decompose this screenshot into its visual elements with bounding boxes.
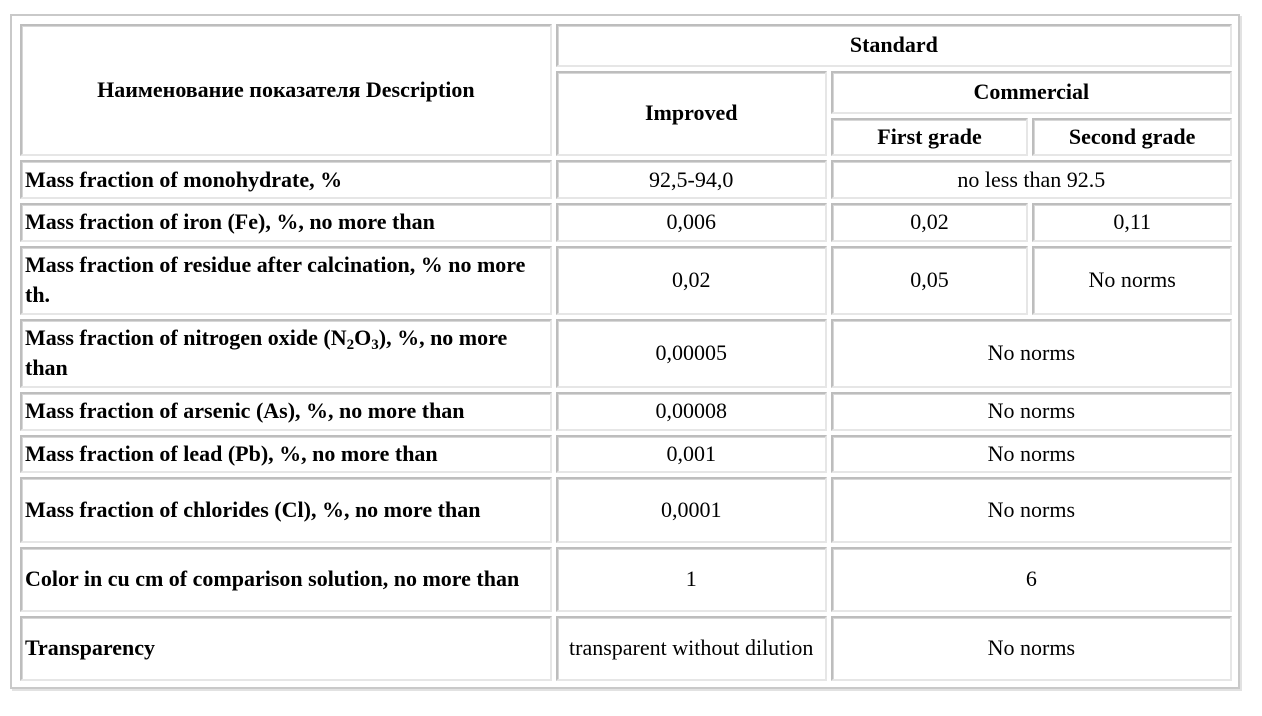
- row-label: Mass fraction of lead (Pb), %, no more than: [20, 435, 552, 474]
- row-label: Color in cu cm of comparison solution, no more than: [20, 547, 552, 612]
- row-label: Mass fraction of arsenic (As), %, no more than: [20, 392, 552, 431]
- improved-value: 1: [556, 547, 827, 612]
- table-row: [20, 616, 1232, 681]
- label-part: Mass fraction of nitrogen oxide (N: [25, 325, 347, 351]
- commercial-value: 6: [831, 547, 1232, 612]
- subscript: 2: [346, 337, 355, 354]
- table-row: [20, 392, 1232, 431]
- second-grade-value: 0,11: [1032, 203, 1232, 242]
- row-label: Mass fraction of monohydrate, %: [20, 160, 552, 199]
- improved-value: 92,5-94,0: [556, 160, 827, 199]
- header-improved: Improved: [556, 71, 827, 156]
- improved-value: 0,00005: [556, 319, 827, 388]
- improved-value: 0,006: [556, 203, 827, 242]
- row-label: [20, 319, 552, 388]
- improved-value: transparent without dilution: [556, 616, 827, 681]
- table-row: [20, 547, 1232, 612]
- row-label: Transparency: [20, 616, 552, 681]
- commercial-value: No norms: [831, 616, 1232, 681]
- improved-value: 0,0001: [556, 477, 827, 542]
- label-part: O: [354, 325, 372, 351]
- table-row: [20, 319, 1232, 388]
- label-part: ), %, no more than: [25, 325, 508, 381]
- table-row: [20, 203, 1232, 242]
- header-first-grade: First grade: [831, 118, 1029, 157]
- improved-value: 0,00008: [556, 392, 827, 431]
- commercial-value: No norms: [831, 477, 1232, 542]
- improved-value: 0,001: [556, 435, 827, 474]
- header-description: Наименование показателя Description: [20, 24, 552, 156]
- row-label: Mass fraction of iron (Fe), %, no more than: [20, 203, 552, 242]
- header-commercial: Commercial: [831, 71, 1232, 114]
- header-standard: Standard: [556, 24, 1232, 67]
- table-row: [20, 477, 1232, 542]
- table-row: [20, 246, 1232, 315]
- row-label: Mass fraction of residue after calcination, % no more th.: [20, 246, 552, 315]
- first-grade-value: 0,05: [831, 246, 1029, 315]
- specification-table: [16, 20, 1236, 685]
- commercial-value: No norms: [831, 319, 1232, 388]
- commercial-value: No norms: [831, 392, 1232, 431]
- table-row: [20, 160, 1232, 199]
- improved-value: 0,02: [556, 246, 827, 315]
- first-grade-value: 0,02: [831, 203, 1029, 242]
- subscript: 3: [371, 337, 379, 354]
- commercial-value: no less than 92.5: [831, 160, 1232, 199]
- commercial-value: No norms: [831, 435, 1232, 474]
- table-row: [20, 435, 1232, 474]
- table-frame: [10, 14, 1240, 689]
- second-grade-value: No norms: [1032, 246, 1232, 315]
- row-label: Mass fraction of chlorides (Cl), %, no more than: [20, 477, 552, 542]
- header-second-grade: Second grade: [1032, 118, 1232, 157]
